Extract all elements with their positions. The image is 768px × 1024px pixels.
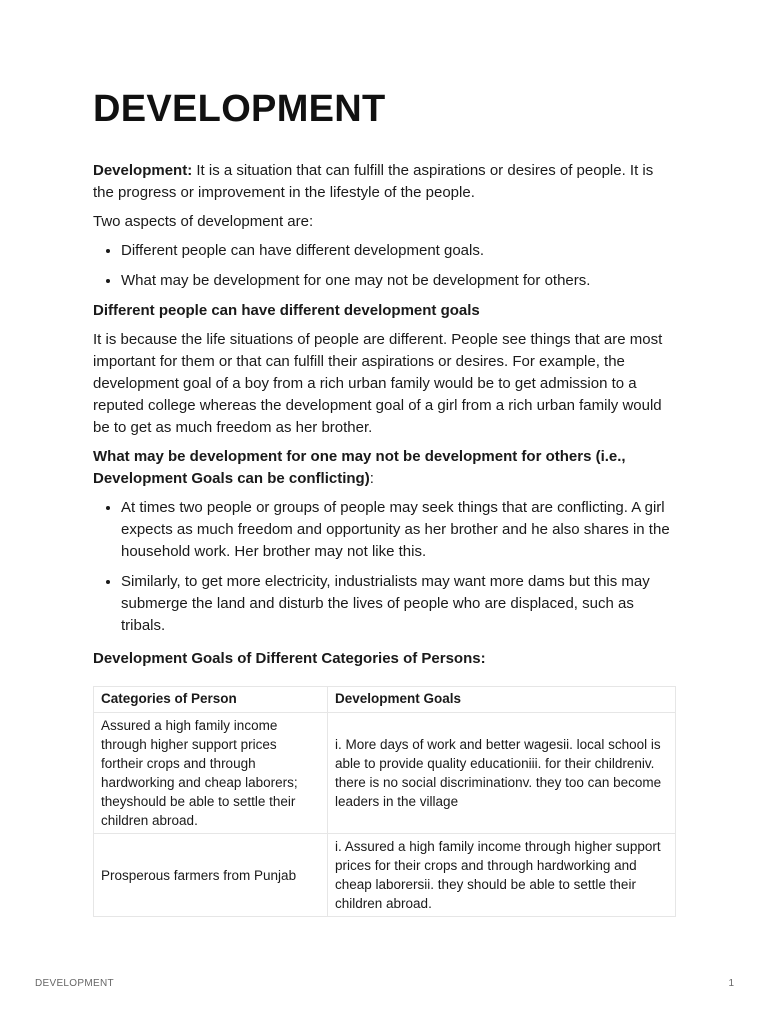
section2-bullet: • At times two people or groups of people may seek things that are conflicting. A girl expects as much freedom and opportunity as her brother and he also shares in the household work. Her brother may not like this. [121,497,677,563]
section1-heading: Different people can have different development goals [93,302,480,319]
section2-heading-suffix: : [369,470,374,487]
section2-bullet: • Similarly, to get more electricity, industrialists may want more dams but this may submerge the land and disturb the lives of people who are displaced, such as tribals. [121,571,677,637]
table-cell: Prosperous farmers from Punjab [94,834,328,917]
table-title: Development Goals of Different Categories of Persons: [93,650,486,667]
table-header-row [94,687,676,713]
definition-paragraph [93,160,677,204]
aspect-item: • What may be development for one may not be development for others. [121,270,677,292]
section2-list [93,497,677,637]
footer-label: DEVELOPMENT [35,978,114,989]
aspects-intro: Two aspects of development are: [93,213,314,230]
section2-heading-line [93,446,677,490]
aspects-list [93,240,677,292]
definition-text: It is a situation that can fulfill the aspirations or desires of people. It is the progress or improvement in the lifestyle of the people. [93,162,654,201]
section2-heading: What may be development for one may not be development for others (i.e., Development Goals can be conflicting) [93,448,626,487]
aspect-item: • Different people can have different development goals. [121,240,677,262]
table-header-cell: Categories of Person [94,687,328,713]
page-title: DEVELOPMENT [93,88,386,130]
page-number: 1 [728,978,734,989]
table-cell: i. More days of work and better wagesii. local school is able to provide quality educationiii. for their childreniv. there is no social discriminationv. they too can become leaders in the village [328,713,676,834]
table-row [94,834,676,917]
section1-text: It is because the life situations of people are different. People see things that are most important for them or that can fulfill their aspirations or desires. For example, the development goal of a boy from a rich urban family would be to get admission to a reputed college whereas the development goal of a girl from a rich urban family would be to get as much freedom as her brother. [93,331,663,436]
table-cell: i. Assured a high family income through higher support prices for their crops and through hardworking and cheap laborersii. they should be able to settle their children abroad. [328,834,676,917]
definition-term: Development: [93,162,193,179]
table-cell: Assured a high family income through higher support prices fortheir crops and through hardworking and cheap laborers; theyshould be able to settle their children abroad. [94,713,328,834]
development-goals-table [93,686,676,917]
table-header-cell: Development Goals [328,687,676,713]
table-row [94,713,676,834]
document-body [93,160,677,677]
